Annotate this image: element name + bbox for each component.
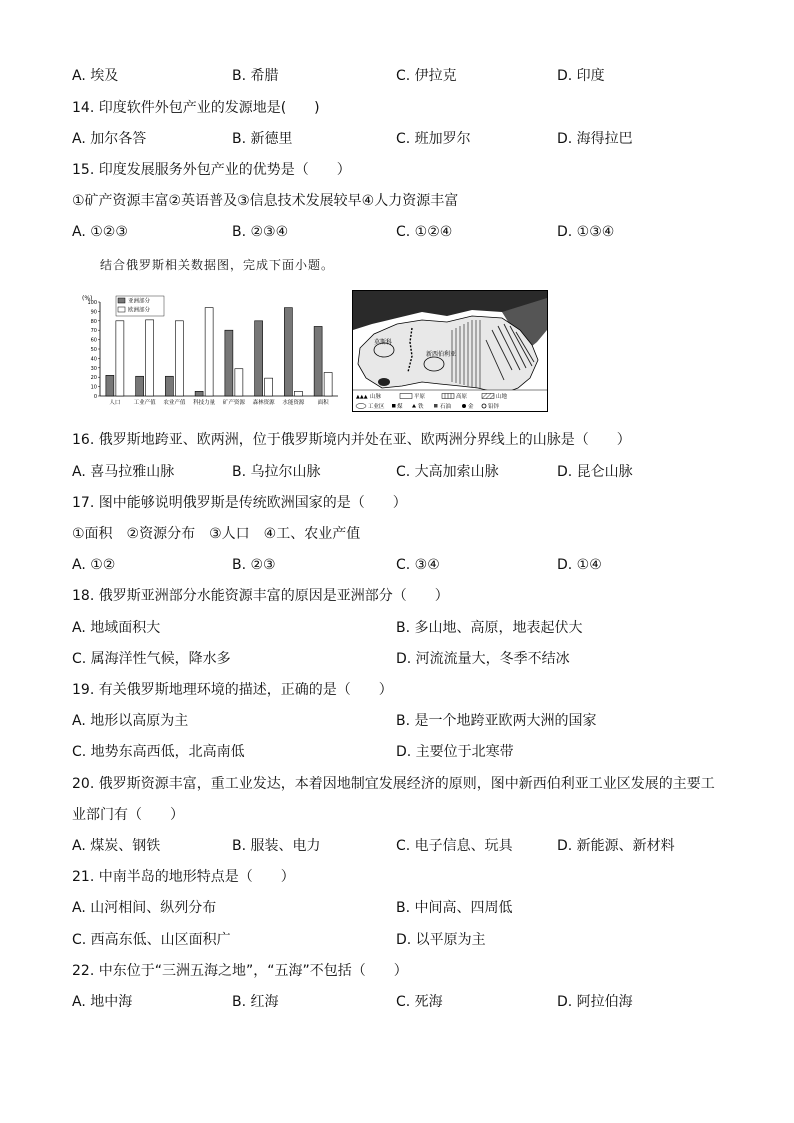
legend-plain: 平原	[414, 394, 426, 400]
figure-caption: 结合俄罗斯相关数据图，完成下面小题。	[100, 258, 335, 272]
bar-europe	[294, 391, 302, 396]
legend-gold: 金	[468, 404, 474, 410]
y-tick-label: 80	[90, 318, 97, 325]
q15-option-a[interactable]: A. ①②③	[72, 224, 128, 240]
q19-option-c[interactable]: C. 地势东高西低，北高南低	[72, 744, 245, 760]
q13-option-a[interactable]: A. 埃及	[72, 68, 119, 84]
x-tick-label: 森林资源	[252, 400, 275, 406]
legend-iron: 铁	[418, 404, 424, 410]
legend-coal: 煤	[397, 404, 403, 410]
bar-europe	[235, 369, 243, 396]
q17-option-d[interactable]: D. ①④	[557, 557, 602, 573]
x-tick-label: 水能资源	[282, 400, 305, 406]
q17-option-c[interactable]: C. ③④	[396, 557, 440, 573]
q15-stem: 15. 印度发展服务外包产业的优势是（ ）	[72, 162, 351, 178]
q18-option-b[interactable]: B. 多山地、高原，地表起伏大	[396, 620, 583, 636]
q18-stem: 18. 俄罗斯亚洲部分水能资源丰富的原因是亚洲部分（ ）	[72, 588, 449, 604]
q15-option-b[interactable]: B. ②③④	[232, 224, 289, 240]
q18-option-d[interactable]: D. 河流流量大，冬季不结冰	[396, 651, 570, 667]
q21-option-d[interactable]: D. 以平原为主	[396, 932, 486, 948]
q15-option-c[interactable]: C. ①②④	[396, 224, 453, 240]
q14-stem: 14. 印度软件外包产业的发源地是( )	[72, 100, 320, 116]
map-label-moscow: 莫斯科	[374, 339, 393, 346]
q14-option-b[interactable]: B. 新德里	[232, 131, 293, 147]
q14-option-a[interactable]: A. 加尔各答	[72, 131, 147, 147]
q14-option-d[interactable]: D. 海得拉巴	[557, 131, 633, 147]
q13-option-b[interactable]: B. 希腊	[232, 68, 279, 84]
q20-option-c[interactable]: C. 电子信息、玩具	[396, 838, 513, 854]
map-label-novosibirsk: 新西伯利亚	[426, 351, 457, 358]
legend-oil: 石油	[440, 404, 452, 410]
q21-stem: 21. 中南半岛的地形特点是（ ）	[72, 869, 295, 885]
x-tick-label: 农业产值	[163, 400, 186, 406]
svg-text:▲▲▲: ▲▲▲	[356, 394, 368, 400]
q19-stem: 19. 有关俄罗斯地理环境的描述，正确的是（ ）	[72, 682, 393, 698]
y-tick-label: 100	[87, 300, 97, 306]
q22-option-d[interactable]: D. 阿拉伯海	[557, 994, 633, 1010]
bar-europe	[175, 321, 183, 396]
bar-europe	[205, 308, 213, 396]
q18-option-c[interactable]: C. 属海洋性气候，降水多	[72, 651, 231, 667]
q15-option-d[interactable]: D. ①③④	[557, 224, 615, 240]
q22-option-b[interactable]: B. 红海	[232, 994, 279, 1010]
q21-option-c[interactable]: C. 西高东低、山区面积广	[72, 932, 231, 948]
y-tick-label: 20	[90, 375, 97, 382]
q22-option-a[interactable]: A. 地中海	[72, 994, 133, 1010]
legend-mountainland: 山地	[496, 394, 508, 400]
q16-option-d[interactable]: D. 昆仑山脉	[557, 464, 633, 480]
legend-swatch	[118, 298, 125, 303]
q17-option-a[interactable]: A. ①②	[72, 557, 116, 573]
bar-asia	[284, 308, 292, 396]
q13-option-c[interactable]: C. 伊拉克	[396, 68, 457, 84]
q16-option-a[interactable]: A. 喜马拉雅山脉	[72, 464, 175, 480]
bar-asia	[165, 376, 173, 396]
legend-industrial: 工业区	[368, 404, 385, 410]
q19-option-a[interactable]: A. 地形以高原为主	[72, 713, 189, 729]
q18-option-a[interactable]: A. 地域面积大	[72, 620, 161, 636]
bar-europe	[146, 320, 154, 396]
q14-option-c[interactable]: C. 班加罗尔	[396, 131, 471, 147]
bar-europe	[324, 373, 332, 397]
y-tick-label: 10	[90, 384, 97, 391]
x-tick-label: 科技力量	[193, 400, 216, 406]
q17-items: ①面积 ②资源分布 ③人口 ④工、农业产值	[72, 526, 361, 542]
legend-lead-zinc: 铅锌	[488, 404, 500, 410]
bar-europe	[265, 378, 273, 396]
legend-mountain: 山脉	[370, 394, 382, 400]
y-axis-label: (%)	[82, 295, 93, 302]
legend-swatch	[118, 307, 125, 312]
q17-option-b[interactable]: B. ②③	[232, 557, 276, 573]
bar-asia	[195, 391, 203, 396]
bar-asia	[255, 321, 263, 396]
legend-label: 亚洲部分	[128, 298, 151, 305]
bar-asia	[314, 326, 322, 396]
q22-stem: 22. 中东位于“三洲五海之地”，“五海”不包括（ ）	[72, 963, 408, 979]
bar-asia	[225, 330, 233, 396]
q20-option-d[interactable]: D. 新能源、新材料	[557, 838, 675, 854]
bar-asia	[106, 375, 114, 396]
q20-option-b[interactable]: B. 服装、电力	[232, 838, 321, 854]
y-tick-label: 50	[90, 347, 97, 353]
x-tick-label: 工业产值	[133, 400, 156, 406]
q16-stem: 16. 俄罗斯地跨亚、欧两洲，位于俄罗斯境内并处在亚、欧两洲分界线上的山脉是（ ）	[72, 432, 631, 448]
y-tick-label: 40	[90, 356, 97, 363]
x-tick-label: 矿产资源	[222, 400, 245, 406]
legend-label: 欧洲部分	[128, 307, 151, 314]
q19-option-d[interactable]: D. 主要位于北寒带	[396, 744, 514, 760]
q21-option-b[interactable]: B. 中间高、四周低	[396, 900, 513, 916]
russia-map	[352, 290, 548, 412]
q19-option-b[interactable]: B. 是一个地跨亚欧两大洲的国家	[396, 713, 597, 729]
y-tick-label: 30	[90, 365, 97, 372]
y-tick-label: 60	[90, 337, 97, 344]
q20-option-a[interactable]: A. 煤炭、钢铁	[72, 838, 161, 854]
x-tick-label: 面积	[317, 400, 329, 406]
bar-europe	[116, 321, 124, 396]
q13-option-d[interactable]: D. 印度	[557, 68, 605, 84]
russia-bar-chart	[80, 292, 342, 412]
x-tick-label: 人口	[109, 400, 121, 406]
q21-option-a[interactable]: A. 山河相间、纵列分布	[72, 900, 217, 916]
y-tick-label: 0	[93, 394, 97, 400]
q16-option-b[interactable]: B. 乌拉尔山脉	[232, 464, 321, 480]
q22-option-c[interactable]: C. 死海	[396, 994, 443, 1010]
q15-items: ①矿产资源丰富②英语普及③信息技术发展较早④人力资源丰富	[72, 193, 459, 209]
y-tick-label: 70	[90, 328, 97, 335]
y-tick-label: 90	[90, 309, 97, 316]
q17-stem: 17. 图中能够说明俄罗斯是传统欧洲国家的是（ ）	[72, 495, 407, 511]
legend-plateau: 高原	[456, 394, 468, 400]
q20-stem-line1: 20. 俄罗斯资源丰富，重工业发达，本着因地制宜发展经济的原则，图中新西伯利亚工业区发展的主要工	[72, 776, 715, 792]
bar-asia	[136, 376, 144, 396]
q16-option-c[interactable]: C. 大高加索山脉	[396, 464, 499, 480]
q20-stem-line2: 业部门有（ ）	[72, 807, 184, 823]
